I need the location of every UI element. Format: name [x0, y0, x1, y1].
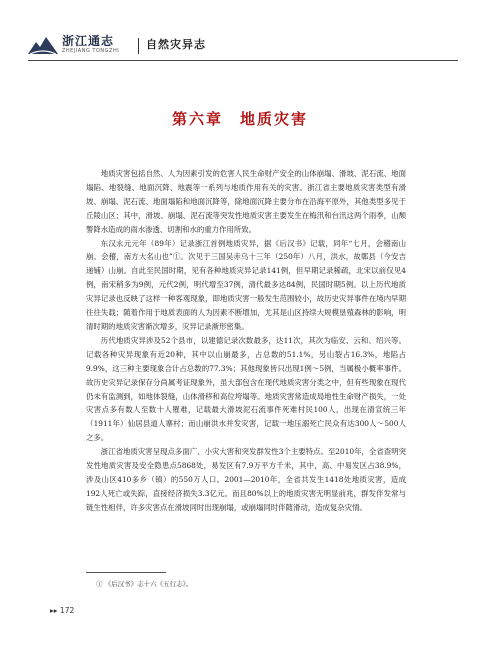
page-header: [28, 30, 458, 64]
footnote-rule: [86, 572, 166, 573]
paragraph: 浙江省地质灾害呈现点多面广、小灾大害和突发群发性3个主要特点。至2010年，全省查明突发性地质灾害及安全隐患点5868处，易发区有7.9万平方千米，其中，高、中易发区占38.9%，涉及山区410多乡（镇）的550万人口。2001—2010年，全省共发生1418处地质灾害，造成192人死亡或失踪，直接经济损失3.3亿元。而且80%以上的地质灾害无明显前兆，群发伴发常与链生性相伴，许多灾害点在滑坡同时出现崩塌，或崩塌同时伴随滑动，造成复杂灾情。: [86, 447, 406, 512]
book-title: 自然灾异志: [146, 38, 206, 51]
page-number: [50, 606, 74, 615]
page-marker-icon: ▸▸: [50, 606, 60, 615]
header-rule: [28, 60, 458, 61]
logo-subtitle: ZHEJIANG TONGZHI: [62, 48, 120, 54]
paragraph: 东汉永元元年（89年）记录浙江首例地质灾异，据《后汉书》记载，同年“七月，会稽南山崩。会稽，南方大名山也”①。次见于三国吴赤乌十三年（250年）八月，洪水，故鄣县（今安吉递铺）山崩。自此至民国时期，见有各种地质灾异记录141例，但早期记录稀疏，北宋以前仅见4例，南宋稍多为9例，元代2例，明代增至37例，清代最多达84例，民国时期5例。以上历代地质灾异记录也反映了这样一种客观现象，即地质灾害一般发生范围较小，故历史灾异事件在境内早期往往失载；随着作用于地质表面的人为因素不断增加，尤其是山区持续大规模垦殖森林的影响，明清时期的地质灾害渐次增多，灾异记录渐形密集。: [86, 238, 406, 331]
chapter-title: 第六章 地质灾害: [171, 110, 308, 128]
header-divider: [138, 38, 139, 54]
body-text: [86, 167, 406, 515]
paragraph: 历代地质灾异涉及52个县市，以建德记录次数最多，达11次，其次为临安、云和、绍兴等。记载各种灾异现象有近20种，其中以山崩最多，占总数的51.1%，另山裂占16.3%，地陷占9.9%，这三种主要现象合计占总数的77.3%；其他现象皆只出现1例～5例，当属极小概率事件。故历史灾异记录保存分尚属考证现象外，虽大部包含在现代地质灾害分类之中，但有些现象在现代仍未有监测到，如地体裂缝，山体滑移和高位垮塌等。地质灾害常造成局地性生命财产损失，一处灾害点多有数人至数十人罹难，记载最大滑坡泥石流事件死难村民100人，出现在清宣统三年（1911年）仙居县道人寨村；而山崩洪水并发灾害，记载一地压溺死亡民众有达300人～500人之多。: [86, 335, 406, 443]
logo-title: 浙江通志: [62, 34, 115, 48]
footnote: ① 《后汉书》志十六《五行志》。: [96, 580, 193, 588]
logo-mountain-icon: [28, 34, 58, 56]
page-number-value: 172: [59, 606, 75, 615]
paragraph: 地质灾害包括自然、人为因素引发的危害人民生命财产安全的山体崩塌、滑坡、泥石流、地面塌陷、地裂缝、地面沉降、地震等一系列与地质作用有关的灾害。浙江省主要地质灾害类型有滑坡、崩塌、泥石流、地面塌陷和地面沉降等，除地面沉降主要分布在沿海平原外，其他类型多见于丘陵山区；其中，滑坡、崩塌、泥石流等突发性地质灾害主要发生在梅汛和台汛这两个雨季，山颓警降水造成的雨水渗透、切割和水的重力作用所致。: [86, 169, 406, 234]
